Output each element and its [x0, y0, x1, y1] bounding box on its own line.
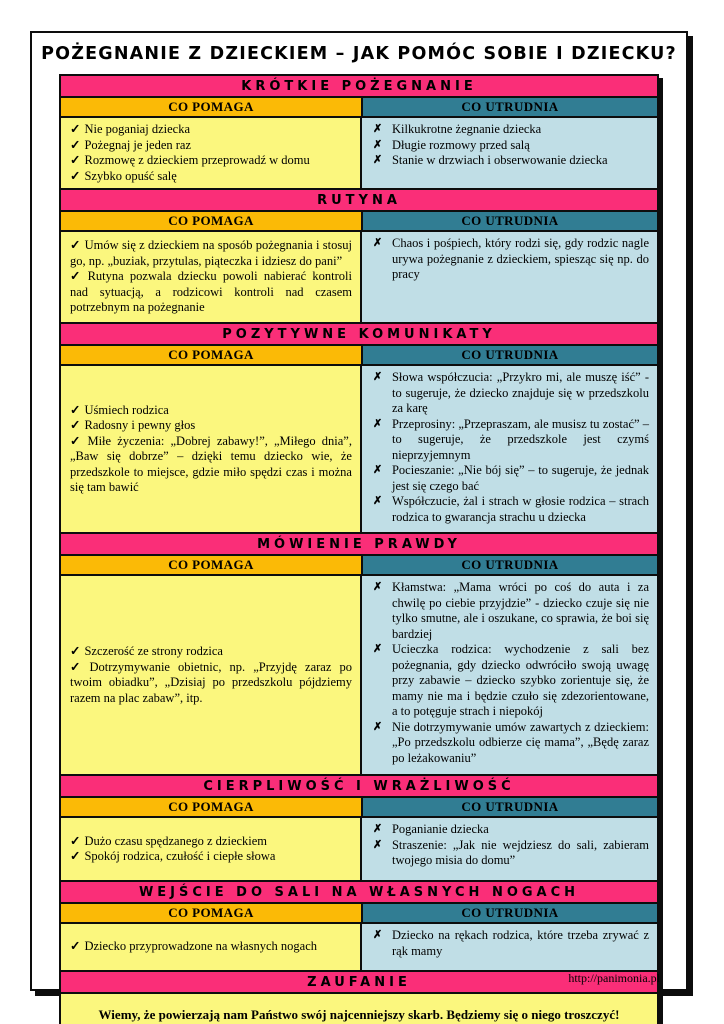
- co-pomaga-header: CO POMAGA: [61, 556, 363, 574]
- section-title: WEJŚCIE DO SALI NA WŁASNYCH NOGACH: [61, 882, 657, 904]
- section: [61, 534, 657, 776]
- advice-table: [59, 74, 659, 1024]
- hinder-item: [368, 720, 649, 767]
- content-row: [61, 576, 657, 776]
- help-item: [70, 122, 352, 138]
- check-icon: ✓: [70, 433, 84, 448]
- cross-icon: ✗: [372, 838, 383, 851]
- column-headers: [61, 556, 657, 576]
- trust-section-title: ZAUFANIE: [61, 972, 657, 994]
- trust-message: Wiemy, że powierzają nam Państwo swój najcenniejszy skarb. Będziemy się o niego troszczyć!: [61, 994, 657, 1024]
- help-item: [70, 644, 352, 660]
- co-utrudnia-header: CO UTRUDNIA: [363, 904, 657, 922]
- check-icon: ✓: [70, 659, 86, 674]
- helps-cell: [61, 232, 362, 322]
- item-text: Szczerość ze strony rodzica: [84, 644, 223, 658]
- co-pomaga-header: CO POMAGA: [61, 904, 363, 922]
- item-text: Dużo czasu spędzanego z dzieckiem: [84, 833, 268, 848]
- section-title: CIERPLIWOŚĆ I WRAŻLIWOŚĆ: [61, 776, 657, 798]
- help-item: [70, 269, 352, 316]
- help-item: [70, 153, 352, 169]
- help-item: [70, 238, 352, 269]
- item-text: Dotrzymywanie obietnic, np. „Przyjdę zaraz po twoim obiadku”, „Dzisiaj po przedszkolu pójdziemy razem na plac zabaw”, itp.: [70, 659, 352, 705]
- co-pomaga-header: CO POMAGA: [61, 212, 363, 230]
- co-utrudnia-header: CO UTRUDNIA: [363, 346, 657, 364]
- section-title: KRÓTKIE POŻEGNANIE: [61, 76, 657, 98]
- item-text: Chaos i pośpiech, który rodzi się, gdy rodzic nagle urywa pożegnanie z dzieckiem, spiesząc się np. do pracy: [391, 236, 650, 281]
- co-pomaga-header: CO POMAGA: [61, 346, 363, 364]
- help-item: [70, 138, 352, 154]
- item-text: Pocieszanie: „Nie bój się” – to sugeruje, że jednak jest się czego bać: [391, 463, 650, 493]
- cross-icon: ✗: [372, 823, 383, 835]
- item-text: Nie dotrzymywanie umów zawartych z dzieckiem: „Po przedszkolu odbierze cię mama”, „Będę zaraz po leżakowaniu”: [391, 719, 650, 765]
- cross-icon: ✗: [372, 929, 383, 941]
- cross-icon: ✗: [372, 720, 383, 733]
- help-item: [70, 660, 352, 707]
- item-text: Pożegnaj je jeden raz: [84, 137, 192, 152]
- check-icon: ✓: [70, 833, 81, 848]
- cross-icon: ✗: [372, 581, 383, 593]
- check-icon: ✓: [70, 402, 81, 417]
- hinder-item: [368, 494, 649, 525]
- section: [61, 882, 657, 972]
- item-text: Ucieczka rodzica: wychodzenie z sali bez pożegnania, gdy dziecko odwróciło swoją uwagę przy zabawie – dziecko szybko zorientuje się, że mamy nie ma i będzie czuło się zdezorientowane, a to potęguje strach i niepokój: [391, 642, 650, 718]
- check-icon: ✓: [70, 269, 84, 284]
- content-row: [61, 232, 657, 324]
- hinder-item: [368, 928, 649, 959]
- co-pomaga-header: CO POMAGA: [61, 798, 363, 816]
- cross-icon: ✗: [372, 371, 383, 383]
- content-row: [61, 118, 657, 190]
- item-text: Spokój rodzica, czułość i ciepłe słowa: [84, 849, 276, 863]
- item-text: Dziecko na rękach rodzica, które trzeba zrywać z rąk mamy: [391, 928, 650, 958]
- check-icon: ✓: [70, 418, 81, 432]
- item-text: Stanie w drzwiach i obserwowanie dziecka: [391, 153, 608, 167]
- co-utrudnia-header: CO UTRUDNIA: [363, 556, 657, 574]
- help-item: [70, 834, 352, 850]
- check-icon: ✓: [70, 168, 81, 183]
- hinder-item: [368, 370, 649, 417]
- section: [61, 776, 657, 882]
- hinders-cell: [362, 366, 657, 532]
- hinders-cell: [362, 118, 657, 188]
- sections-container: [61, 76, 657, 972]
- item-text: Uśmiech rodzica: [84, 402, 169, 417]
- item-text: Poganianie dziecka: [391, 822, 489, 836]
- hinder-item: [368, 463, 649, 494]
- item-text: Rozmowę z dzieckiem przeprowadź w domu: [84, 153, 310, 167]
- hinder-item: [368, 138, 649, 154]
- section-title: MÓWIENIE PRAWDY: [61, 534, 657, 556]
- co-utrudnia-header: CO UTRUDNIA: [363, 212, 657, 230]
- check-icon: ✓: [70, 137, 81, 152]
- hinders-cell: [362, 232, 657, 322]
- co-utrudnia-header: CO UTRUDNIA: [363, 98, 657, 116]
- item-text: Umów się z dzieckiem na sposób pożegnania i stosuj go, np. „buziak, przytulas, piąteczka i idziesz do pani”: [70, 238, 352, 268]
- help-item: [70, 849, 352, 865]
- cross-icon: ✗: [372, 237, 383, 249]
- source-url-link[interactable]: http://panimonia.pl: [568, 971, 660, 985]
- cross-icon: ✗: [372, 417, 383, 430]
- co-utrudnia-header: CO UTRUDNIA: [363, 798, 657, 816]
- check-icon: ✓: [70, 644, 81, 658]
- check-icon: ✓: [70, 122, 81, 136]
- section: [61, 76, 657, 190]
- co-pomaga-header: CO POMAGA: [61, 98, 363, 116]
- hinder-item: [368, 580, 649, 642]
- cross-icon: ✗: [372, 495, 383, 507]
- hinder-item: [368, 122, 649, 138]
- column-headers: [61, 346, 657, 366]
- check-icon: ✓: [70, 238, 81, 253]
- help-item: [70, 169, 352, 185]
- content-row: [61, 924, 657, 972]
- item-text: Długie rozmowy przed salą: [391, 137, 530, 152]
- help-item: [70, 939, 352, 955]
- item-text: Kłamstwa: „Mama wróci po coś do auta i za chwilę po ciebie przyjdzie” - dziecko czuje się nie tylko smutne, ale i oszukane, co sprawia, że boi się bardziej: [391, 580, 650, 641]
- helps-cell: [61, 924, 362, 970]
- item-text: Miłe życzenia: „Dobrej zabawy!”, „Miłego dnia”, „Baw się dobrze” – dzięki temu dziecko wie, że przedszkole to miejsce, gdzie miło spędzi czas i można się tam bawić: [70, 433, 352, 494]
- section-title: POZYTYWNE KOMUNIKATY: [61, 324, 657, 346]
- section-title: RUTYNA: [61, 190, 657, 212]
- section: [61, 324, 657, 534]
- check-icon: ✓: [70, 849, 81, 863]
- help-item: [70, 434, 352, 496]
- page-frame: [30, 31, 688, 1022]
- item-text: Radosny i pewny głos: [84, 418, 196, 432]
- column-headers: [61, 212, 657, 232]
- helps-cell: [61, 118, 362, 188]
- hinder-item: [368, 642, 649, 720]
- item-text: Kilkukrotne żegnanie dziecka: [391, 122, 542, 136]
- cross-icon: ✗: [372, 138, 383, 151]
- section: [61, 190, 657, 324]
- cross-icon: ✗: [372, 643, 383, 655]
- page-title: POŻEGNANIE Z DZIECKIEM – JAK POMÓC SOBIE I DZIECKU?: [41, 44, 677, 64]
- item-text: Słowa współczucia: „Przykro mi, ale muszę iść” - to sugeruje, że dziecko znajduje się w przedszkolu za karę: [391, 370, 650, 415]
- helps-cell: [61, 576, 362, 774]
- item-text: Szybko opuść salę: [84, 168, 177, 183]
- check-icon: ✓: [70, 939, 81, 954]
- hinder-item: [368, 822, 649, 838]
- item-text: Współczucie, żal i strach w głosie rodzica – strach rodzica to gwarancja strachu u dziecka: [391, 494, 650, 524]
- hinder-item: [368, 417, 649, 464]
- cross-icon: ✗: [372, 123, 383, 135]
- helps-cell: [61, 818, 362, 880]
- hinder-item: [368, 236, 649, 283]
- item-text: Rutyna pozwala dziecku powoli nabierać kontroli nad sytuacją, a rodzicowi kontroli nad czasem potrzebnym na pożegnanie: [70, 269, 352, 315]
- help-item: [70, 418, 352, 434]
- column-headers: [61, 798, 657, 818]
- hinders-cell: [362, 576, 657, 774]
- column-headers: [61, 904, 657, 924]
- item-text: Dziecko przyprowadzone na własnych nogach: [84, 939, 318, 954]
- item-text: Straszenie: „Jak nie wejdziesz do sali, zabieram twojego misia do domu”: [391, 837, 650, 867]
- check-icon: ✓: [70, 153, 81, 167]
- helps-cell: [61, 366, 362, 532]
- cross-icon: ✗: [372, 154, 383, 166]
- help-item: [70, 403, 352, 419]
- item-text: Nie poganiaj dziecka: [84, 122, 190, 136]
- hinders-cell: [362, 818, 657, 880]
- hinders-cell: [362, 924, 657, 970]
- cross-icon: ✗: [372, 464, 383, 476]
- item-text: Przeprosiny: „Przepraszam, ale musisz tu zostać” – to sugeruje, że przedszkole jest czymś nieprzyjemnym: [391, 416, 650, 462]
- content-row: [61, 366, 657, 534]
- column-headers: [61, 98, 657, 118]
- content-row: [61, 818, 657, 882]
- hinder-item: [368, 838, 649, 869]
- hinder-item: [368, 153, 649, 169]
